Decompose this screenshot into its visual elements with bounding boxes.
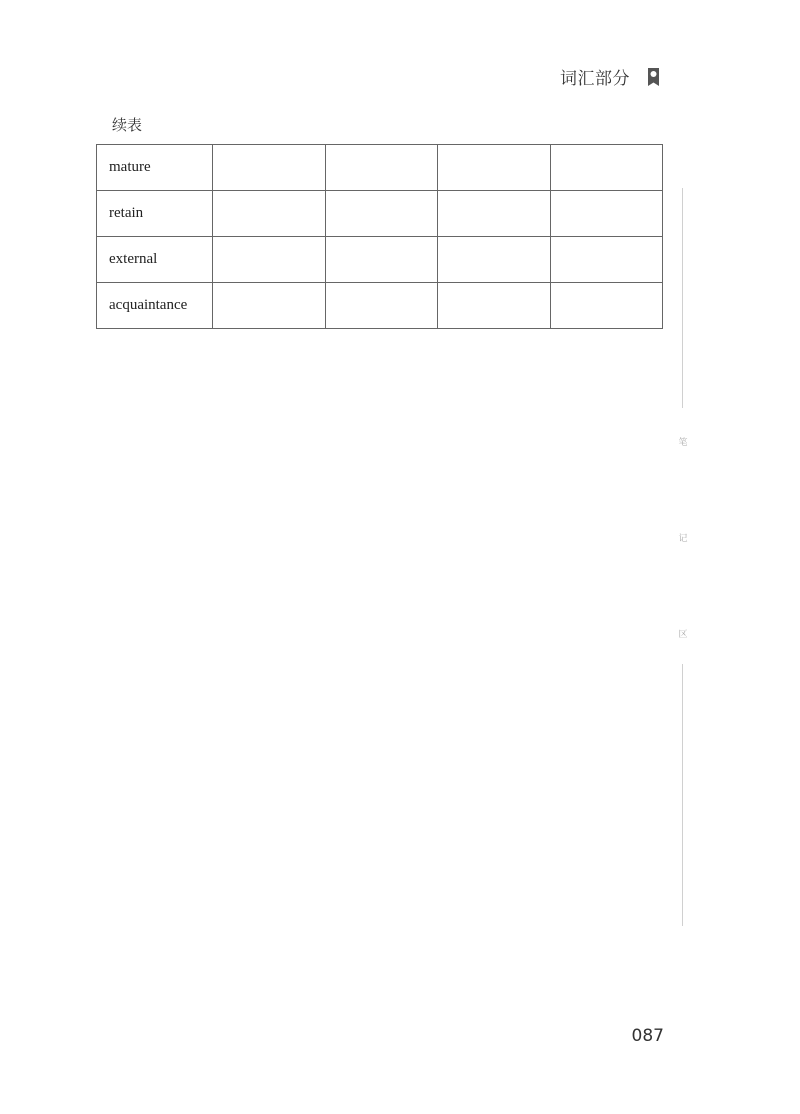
- blank-cell: [550, 283, 662, 329]
- continued-table-label: 续表: [112, 116, 143, 134]
- blank-cell: [325, 191, 437, 237]
- table-row: [97, 191, 663, 237]
- blank-cell: [550, 191, 662, 237]
- word-cell: external: [97, 237, 213, 283]
- blank-cell: [438, 237, 550, 283]
- table-row: [97, 283, 663, 329]
- blank-cell: [550, 145, 662, 191]
- blank-cell: [438, 283, 550, 329]
- page-number: 087: [631, 1026, 664, 1046]
- blank-cell: [213, 283, 325, 329]
- blank-cell: [325, 145, 437, 191]
- table-row: [97, 145, 663, 191]
- blank-cell: [438, 145, 550, 191]
- blank-cell: [325, 283, 437, 329]
- notes-margin-char: 笔: [678, 438, 688, 448]
- word-cell: acquaintance: [97, 283, 213, 329]
- vocabulary-table: [96, 144, 663, 329]
- table-row: [97, 237, 663, 283]
- blank-cell: [213, 191, 325, 237]
- notes-margin-char: 记: [678, 534, 688, 544]
- blank-cell: [438, 191, 550, 237]
- blank-cell: [550, 237, 662, 283]
- word-cell: retain: [97, 191, 213, 237]
- blank-cell: [213, 237, 325, 283]
- word-cell: mature: [97, 145, 213, 191]
- blank-cell: [213, 145, 325, 191]
- notes-margin-line-top: [682, 188, 683, 408]
- section-title: 词汇部分: [560, 69, 630, 89]
- notes-margin-char: 区: [678, 630, 688, 640]
- bookmark-ribbon-icon: [644, 66, 664, 88]
- notes-margin-line-bottom: [682, 664, 683, 926]
- blank-cell: [325, 237, 437, 283]
